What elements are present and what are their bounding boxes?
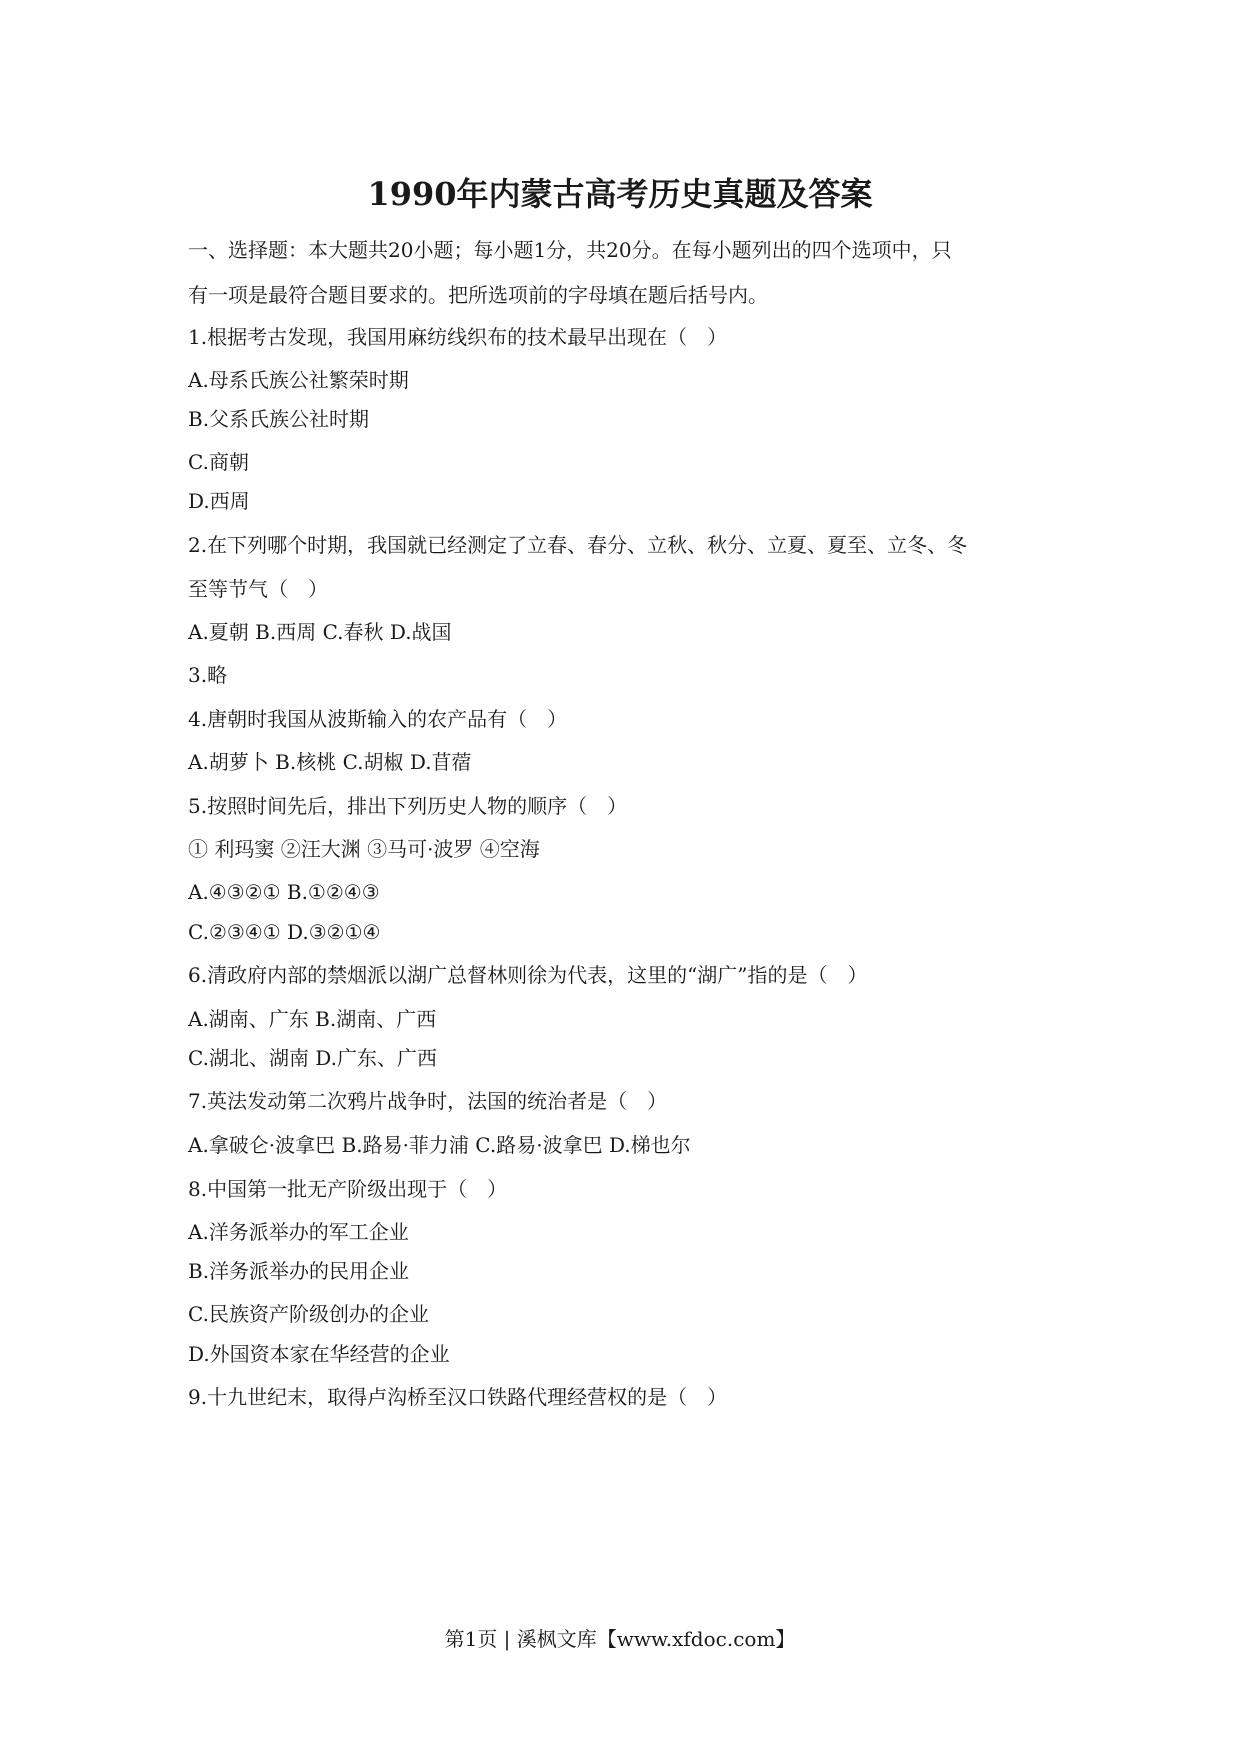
question-6: 6.清政府内部的禁烟派以湖广总督林则徐为代表，这里的“湖广”指的是（ ） — [188, 963, 868, 987]
question-2-continued: 至等节气（ ） — [188, 577, 328, 601]
question-1: 1.根据考古发现，我国用麻纺线织布的技术最早出现在（ ） — [188, 325, 728, 349]
question-5: 5.按照时间先后，排出下列历史人物的顺序（ ） — [188, 794, 628, 818]
question-4: 4.唐朝时我国从波斯输入的农产品有（ ） — [188, 707, 568, 731]
option-line: A.④③②① B.①②④③ — [188, 880, 380, 904]
option-line: D.外国资本家在华经营的企业 — [188, 1342, 450, 1366]
document-title: 1990年内蒙古高考历史真题及答案 — [367, 175, 873, 213]
option-line: C.②③④① D.③②①④ — [188, 920, 381, 944]
option-line: A.胡萝卜 B.核桃 C.胡椒 D.苜蓿 — [188, 750, 472, 774]
question-8: 8.中国第一批无产阶级出现于（ ） — [188, 1177, 508, 1201]
instruction-line-1: 一、选择题：本大题共20小题；每小题1分，共20分。在每小题列出的四个选项中，只 — [188, 238, 952, 262]
page-footer: 第1页 | 溪枫文库【www.xfdoc.com】 — [444, 1627, 796, 1651]
option-line: C.商朝 — [188, 450, 249, 474]
option-line: D.西周 — [188, 489, 250, 513]
question-5-items: ① 利玛窦 ②汪大渊 ③马可·波罗 ④空海 — [188, 837, 540, 861]
option-line: A.夏朝 B.西周 C.春秋 D.战国 — [188, 620, 452, 644]
instruction-line-2: 有一项是最符合题目要求的。把所选项前的字母填在题后括号内。 — [188, 283, 768, 307]
question-2: 2.在下列哪个时期，我国就已经测定了立春、春分、立秋、秋分、立夏、夏至、立冬、冬 — [188, 533, 968, 557]
option-line: A.洋务派举办的军工企业 — [188, 1220, 409, 1244]
option-line: B.父系氏族公社时期 — [188, 407, 370, 431]
option-line: A.母系氏族公社繁荣时期 — [188, 368, 409, 392]
option-line: C.民族资产阶级创办的企业 — [188, 1302, 429, 1326]
option-line: A.拿破仑·波拿巴 B.路易·菲力浦 C.路易·波拿巴 D.梯也尔 — [188, 1133, 691, 1157]
question-7: 7.英法发动第二次鸦片战争时，法国的统治者是（ ） — [188, 1089, 668, 1113]
question-3: 3.略 — [188, 663, 228, 687]
option-line: A.湖南、广东 B.湖南、广西 — [188, 1007, 437, 1031]
option-line: C.湖北、湖南 D.广东、广西 — [188, 1046, 437, 1070]
question-9: 9.十九世纪末，取得卢沟桥至汉口铁路代理经营权的是（ ） — [188, 1385, 728, 1409]
option-line: B.洋务派举办的民用企业 — [188, 1259, 410, 1283]
